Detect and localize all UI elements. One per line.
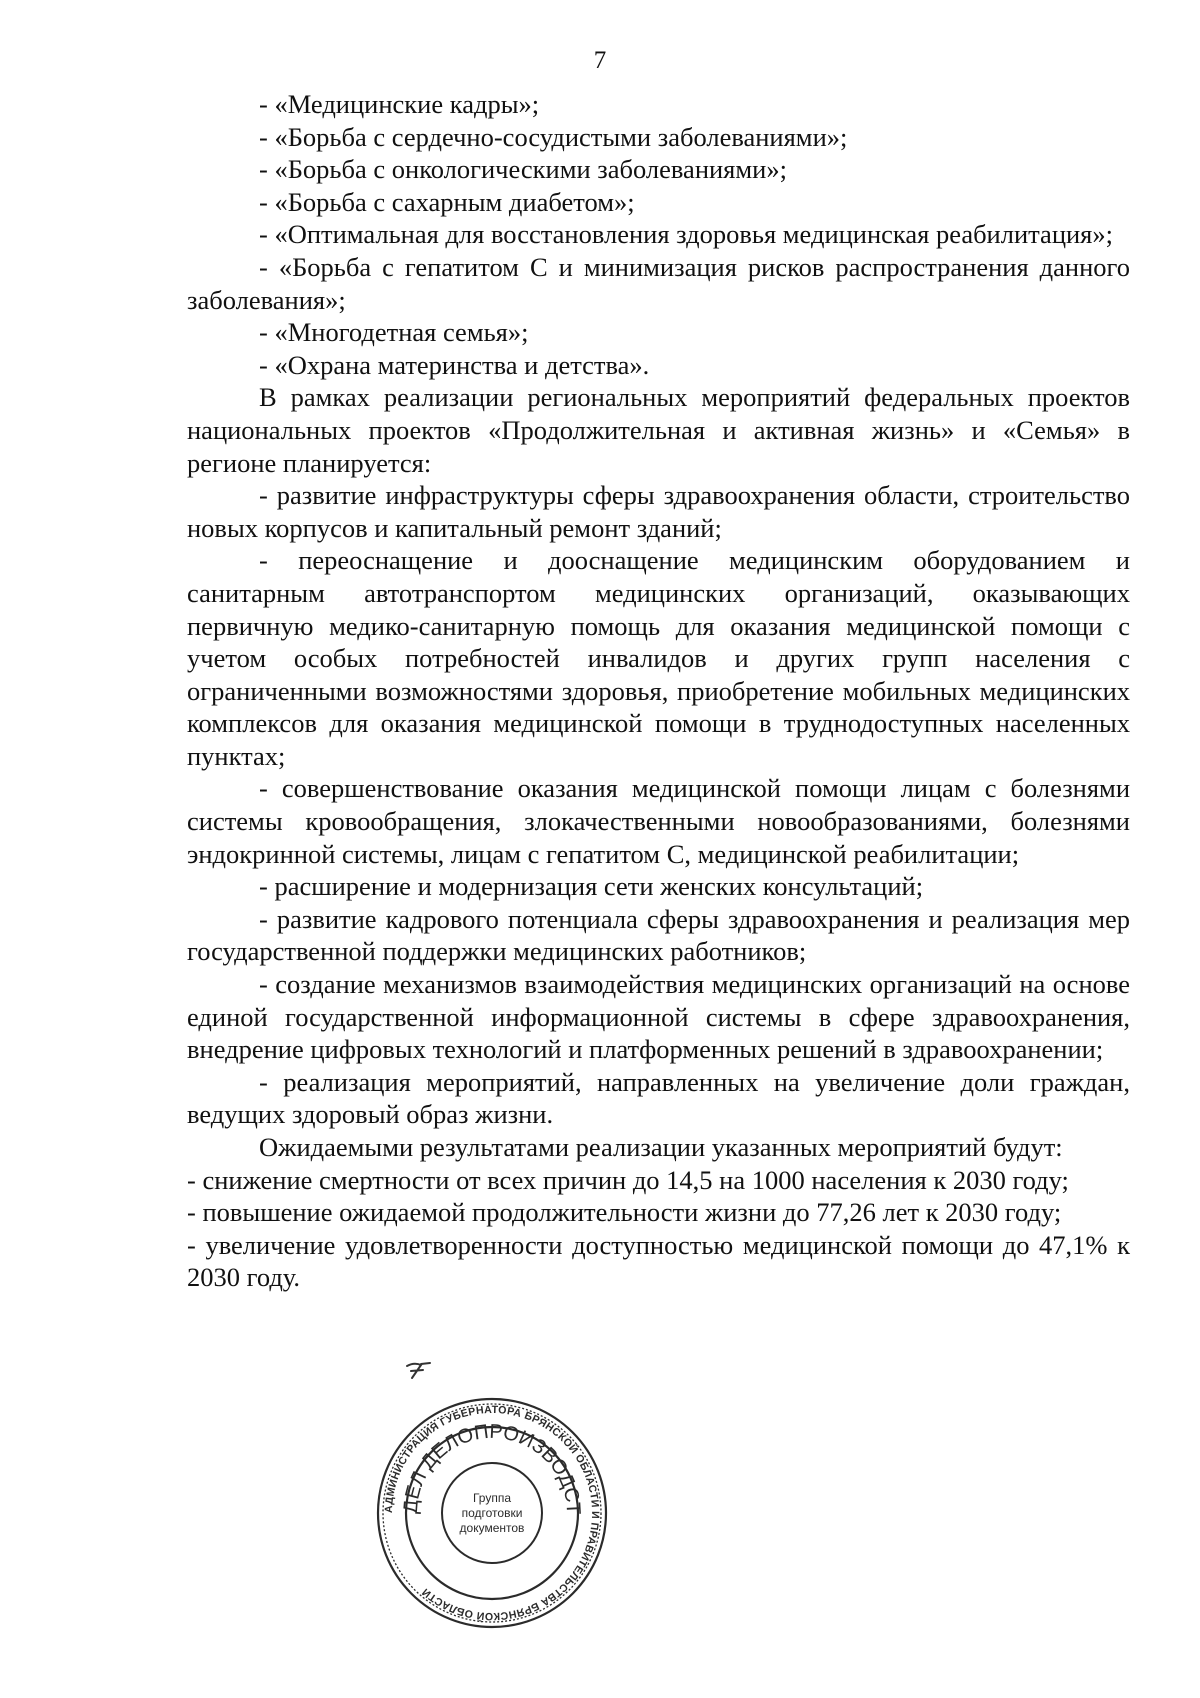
- list-item-motherhood: - «Охрана материнства и детства».: [259, 349, 650, 380]
- stamp-center-line3: документов: [459, 1521, 525, 1535]
- page-number: 7: [593, 47, 607, 74]
- plan-item-personnel: - развитие кадрового потенциала сферы здравоохранения и реализация мер государственной поддержки медицинских работников;: [187, 903, 1130, 967]
- result-item-life-expectancy: - повышение ожидаемой продолжительности жизни до 77,26 лет к 2030 году;: [187, 1197, 1062, 1228]
- document-body: [187, 88, 1130, 1294]
- list-item-cardiovascular: - «Борьба с сердечно-сосудистыми заболеваниями»;: [259, 121, 848, 152]
- list-item-diabetes: - «Борьба с сахарным диабетом»;: [259, 186, 635, 217]
- initials-signature: [404, 1359, 434, 1381]
- paragraph-plans-intro: В рамках реализации региональных мероприятий федеральных проектов национальных проектов «Продолжительная и активная жизнь» и «Семья» в регионе планируется:: [187, 382, 1130, 478]
- stamp-center-line2: подготовки: [461, 1506, 523, 1520]
- list-item-medical-staff: - «Медицинские кадры»;: [259, 89, 540, 119]
- stamp-outer-text: АДМИНИСТРАЦИЯ ГУБЕРНАТОРА БРЯНСКОЙ ОБЛАСТИ И ПРАВИТЕЛЬСТВА БРЯНСКОЙ ОБЛАСТИ: [382, 1403, 602, 1623]
- plan-item-womens-clinics: - расширение и модернизация сети женских консультаций;: [259, 871, 924, 902]
- result-item-satisfaction: - увеличение удовлетворенности доступностью медицинской помощи до 47,1% к 2030 году.: [187, 1229, 1130, 1293]
- list-item-large-family: - «Многодетная семья»;: [259, 317, 529, 348]
- plan-item-infrastructure: - развитие инфраструктуры сферы здравоохранения области, строительство новых корпусов и капитальный ремонт зданий;: [187, 480, 1130, 543]
- stamp-middle-text: ДЕЛ ДЕЛОПРОИЗВОДСТ: [399, 1420, 585, 1516]
- list-item-rehabilitation: - «Оптимальная для восстановления здоровья медицинская реабилитация»;: [259, 219, 1113, 250]
- list-item-hepatitis: - «Борьба с гепатитом С и минимизация рисков распространения данного заболевания»;: [187, 251, 1130, 315]
- official-stamp: [375, 1396, 609, 1630]
- plan-item-digital: - создание механизмов взаимодействия медицинских организаций на основе единой государственной информационной системы в сфере здравоохранения, внедрение цифровых технологий и платформенных решений в здравоохранении;: [187, 969, 1130, 1065]
- plan-item-care-improvement: - совершенствование оказания медицинской помощи лицам с болезнями системы кровообращения, злокачественными новообразованиями, болезнями эндокринной системы, лицам с гепатитом С, медицинской реабилитации;: [187, 773, 1130, 869]
- paragraph-expected-results: Ожидаемыми результатами реализации указанных мероприятий будут:: [259, 1132, 1063, 1162]
- plan-item-equipment: - переоснащение и дооснащение медицинским оборудованием и санитарным автотранспортом медицинских организаций, оказывающих первичную медико-санитарную помощь для оказания медицинской помощи с учетом особых потребностей инвалидов и других групп населения с ограниченными возможностями здоровья, приобретение мобильных медицинских комплексов для оказания медицинской помощи в труднодоступных населенных пунктах;: [187, 545, 1130, 771]
- plan-item-healthy-lifestyle: - реализация мероприятий, направленных на увеличение доли граждан, ведущих здоровый образ жизни.: [187, 1066, 1130, 1130]
- result-item-mortality: - снижение смертности от всех причин до 14,5 на 1000 населения к 2030 году;: [187, 1164, 1069, 1195]
- stamp-center-line1: Группа: [472, 1491, 512, 1505]
- list-item-oncology: - «Борьба с онкологическими заболеваниями»;: [259, 154, 787, 185]
